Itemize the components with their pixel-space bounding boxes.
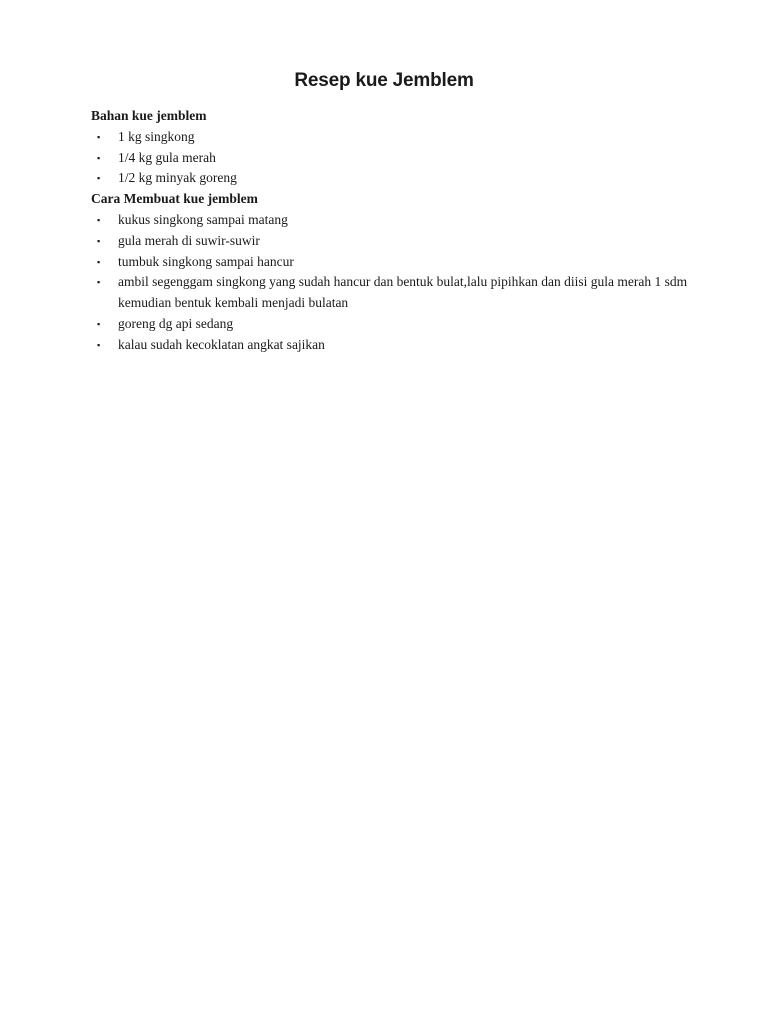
bullet-icon: ▪ <box>97 131 101 142</box>
list-item-text: 1 kg singkong <box>118 128 195 144</box>
ingredients-list <box>91 127 691 189</box>
list-item <box>91 148 691 169</box>
document-title: Resep kue Jemblem <box>294 70 474 91</box>
list-item <box>91 168 691 189</box>
list-item-text: tumbuk singkong sampai hancur <box>118 253 294 269</box>
bullet-icon: ▪ <box>97 339 101 350</box>
list-item-text: gula merah di suwir-suwir <box>118 232 260 248</box>
section-heading-steps: Cara Membuat kue jemblem <box>91 191 258 207</box>
list-item <box>91 127 691 148</box>
section-heading-ingredients: Bahan kue jemblem <box>91 108 207 123</box>
list-item <box>91 314 691 335</box>
list-item <box>91 210 691 231</box>
steps-list <box>91 210 691 356</box>
list-item <box>91 335 691 356</box>
list-item-text: 1/2 kg minyak goreng <box>118 170 237 186</box>
list-item-text: goreng dg api sedang <box>118 315 234 331</box>
list-item-text: ambil segenggam singkong yang sudah hancur dan bentuk bulat,lalu pipihkan dan diisi gula merah 1 sdm kemudian bentuk kembali menjadi bulatan <box>118 274 688 311</box>
list-item-text: kukus singkong sampai matang <box>118 211 288 227</box>
bullet-icon: ▪ <box>97 256 101 267</box>
bullet-icon: ▪ <box>97 318 101 329</box>
bullet-icon: ▪ <box>97 235 101 246</box>
list-item-text: kalau sudah kecoklatan angkat sajikan <box>118 336 325 352</box>
list-item <box>91 252 691 273</box>
bullet-icon: ▪ <box>97 173 101 184</box>
document-body <box>91 106 691 356</box>
list-item <box>91 272 691 314</box>
list-item <box>91 231 691 252</box>
list-item-text: 1/4 kg gula merah <box>118 149 216 165</box>
bullet-icon: ▪ <box>97 152 101 163</box>
bullet-icon: ▪ <box>97 277 101 288</box>
bullet-icon: ▪ <box>97 214 101 225</box>
